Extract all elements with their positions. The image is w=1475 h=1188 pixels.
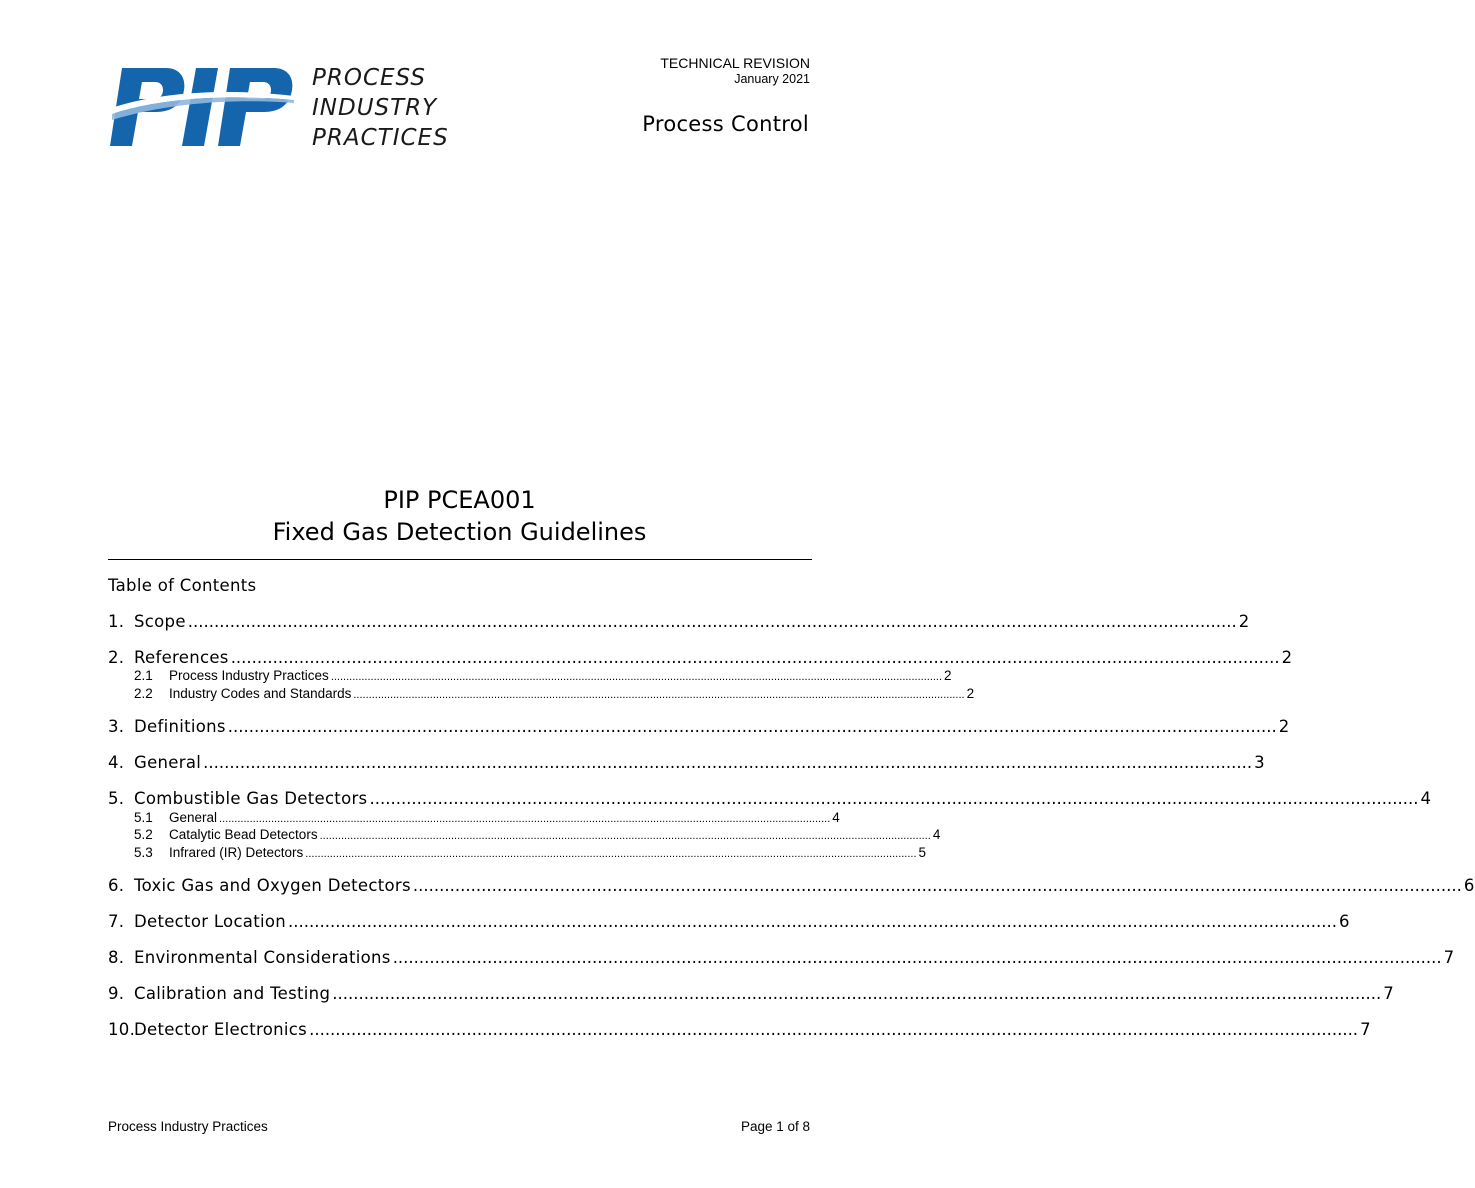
document-title: Fixed Gas Detection Guidelines	[272, 518, 647, 546]
toc-dot-leader: ........................................................................................................................................................................................................	[305, 848, 917, 860]
toc-entry[interactable]	[108, 648, 1293, 667]
toc-entry-page: 2	[944, 668, 952, 683]
toc-dot-leader: ........................................................................................................................................................................................................	[187, 612, 1237, 631]
toc-dot-leader: ........................................................................................................................................................................................................	[330, 671, 943, 683]
toc-entry-number: 2.	[108, 648, 125, 667]
toc-entry-label[interactable]: Scope	[134, 612, 186, 631]
toc-entry-page: 2	[1238, 612, 1250, 631]
org-line: INDUSTRY	[312, 95, 438, 121]
toc-entry-number: 8.	[108, 948, 125, 967]
toc-entry-number: 5.2	[134, 827, 153, 842]
revision-date: January 2021	[734, 72, 810, 86]
toc-entry-page: 7	[1360, 1020, 1371, 1039]
toc-entry-page: 2	[1281, 648, 1293, 667]
document-code: PIP PCEA001	[383, 486, 536, 514]
toc-entry-page: 4	[832, 810, 840, 825]
toc-entry-label[interactable]: General	[134, 753, 202, 772]
toc-dot-leader: ........................................................................................................................................................................................................	[369, 789, 1419, 808]
title-divider	[108, 559, 812, 560]
toc-subentry[interactable]	[108, 827, 941, 842]
logo-letter-i	[182, 68, 218, 146]
toc-entry-label[interactable]: Toxic Gas and Oxygen Detectors	[134, 876, 411, 895]
toc-entry-label[interactable]: Calibration and Testing	[134, 984, 331, 1003]
toc-dot-leader: ........................................................................................................................................................................................................	[227, 717, 1277, 736]
toc-dot-leader: ........................................................................................................................................................................................................	[219, 813, 831, 825]
toc-entry-number: 2.2	[134, 686, 153, 701]
revision-type: TECHNICAL REVISION	[660, 55, 810, 71]
toc-entry-number: 4.	[108, 753, 125, 772]
toc-entry-number: 10.	[108, 1020, 136, 1039]
toc-entry-label[interactable]: Definitions	[134, 717, 226, 736]
document-title-block	[108, 484, 811, 548]
footer-page-number: Page 1 of 8	[740, 1119, 810, 1134]
toc-entry[interactable]	[108, 984, 1395, 1003]
toc-entry-number: 2.1	[134, 668, 153, 683]
toc-entry-label[interactable]: Industry Codes and Standards	[169, 686, 352, 701]
toc-entry[interactable]	[108, 876, 1475, 895]
toc-entry[interactable]	[108, 912, 1350, 931]
toc-entry-number: 1.	[108, 612, 125, 631]
toc-entry-page: 6	[1339, 912, 1350, 931]
toc-entry[interactable]	[108, 612, 1250, 631]
toc-entry-label[interactable]: Detector Electronics	[134, 1020, 308, 1039]
toc-entry-number: 5.1	[134, 810, 153, 825]
toc-entry-label[interactable]: References	[134, 648, 229, 667]
toc-entry-page: 7	[1383, 984, 1395, 1003]
toc-dot-leader: ........................................................................................................................................................................................................	[319, 830, 931, 842]
toc-entry-label[interactable]: General	[169, 810, 218, 825]
toc-dot-leader: ........................................................................................................................................................................................................	[353, 689, 965, 701]
toc-dot-leader: ........................................................................................................................................................................................................	[392, 948, 1442, 967]
toc-entry-label[interactable]: Process Industry Practices	[169, 668, 329, 683]
revision-info	[660, 55, 810, 88]
toc-entry-number: 3.	[108, 717, 125, 736]
toc-dot-leader: ........................................................................................................................................................................................................	[332, 984, 1382, 1003]
toc-entry-number: 6.	[108, 876, 125, 895]
toc-entry-page: 4	[1420, 789, 1432, 808]
toc-entry-label[interactable]: Catalytic Bead Detectors	[169, 827, 318, 842]
toc-entry-label[interactable]: Environmental Considerations	[134, 948, 391, 967]
toc-entry-page: 3	[1254, 753, 1265, 772]
toc-entry-label[interactable]: Detector Location	[134, 912, 287, 931]
org-line: PRACTICES	[312, 125, 449, 151]
toc-entry-page: 2	[1278, 717, 1290, 736]
toc-entry-page: 5	[918, 845, 927, 860]
toc-dot-leader: ........................................................................................................................................................................................................	[412, 876, 1462, 895]
toc-entry-page: 6	[1463, 876, 1475, 895]
logo-letter-p-2	[218, 68, 292, 146]
toc-heading: Table of Contents	[108, 576, 257, 595]
toc-dot-leader: ........................................................................................................................................................................................................	[288, 912, 1338, 931]
toc-subentry[interactable]	[108, 845, 927, 860]
toc-entry[interactable]	[108, 1020, 1371, 1039]
toc-entry-page: 2	[966, 686, 975, 701]
footer-organization: Process Industry Practices	[108, 1119, 268, 1134]
toc-entry[interactable]	[108, 789, 1432, 808]
toc-entry[interactable]	[108, 948, 1455, 967]
toc-entry[interactable]	[108, 753, 1265, 772]
toc-entry-number: 5.3	[134, 845, 153, 860]
toc-subentry[interactable]	[108, 668, 952, 683]
toc-entry-label[interactable]: Combustible Gas Detectors	[134, 789, 368, 808]
toc-entry-page: 4	[932, 827, 941, 842]
toc-entry-number: 5.	[108, 789, 125, 808]
toc-dot-leader: ........................................................................................................................................................................................................	[230, 648, 1280, 667]
toc-subentry[interactable]	[108, 686, 975, 701]
document-category: Process Control	[642, 112, 809, 136]
org-line: PROCESS	[312, 65, 426, 91]
toc-entry-page: 7	[1443, 948, 1455, 967]
toc-subentry[interactable]	[108, 810, 840, 825]
organization-name	[312, 63, 449, 153]
toc-entry[interactable]	[108, 717, 1290, 736]
pip-logo	[108, 66, 296, 148]
toc-dot-leader: ........................................................................................................................................................................................................	[309, 1020, 1359, 1039]
toc-entry-number: 9.	[108, 984, 125, 1003]
toc-entry-number: 7.	[108, 912, 125, 931]
toc-entry-label[interactable]: Infrared (IR) Detectors	[169, 845, 304, 860]
toc-dot-leader: ........................................................................................................................................................................................................	[203, 753, 1253, 772]
